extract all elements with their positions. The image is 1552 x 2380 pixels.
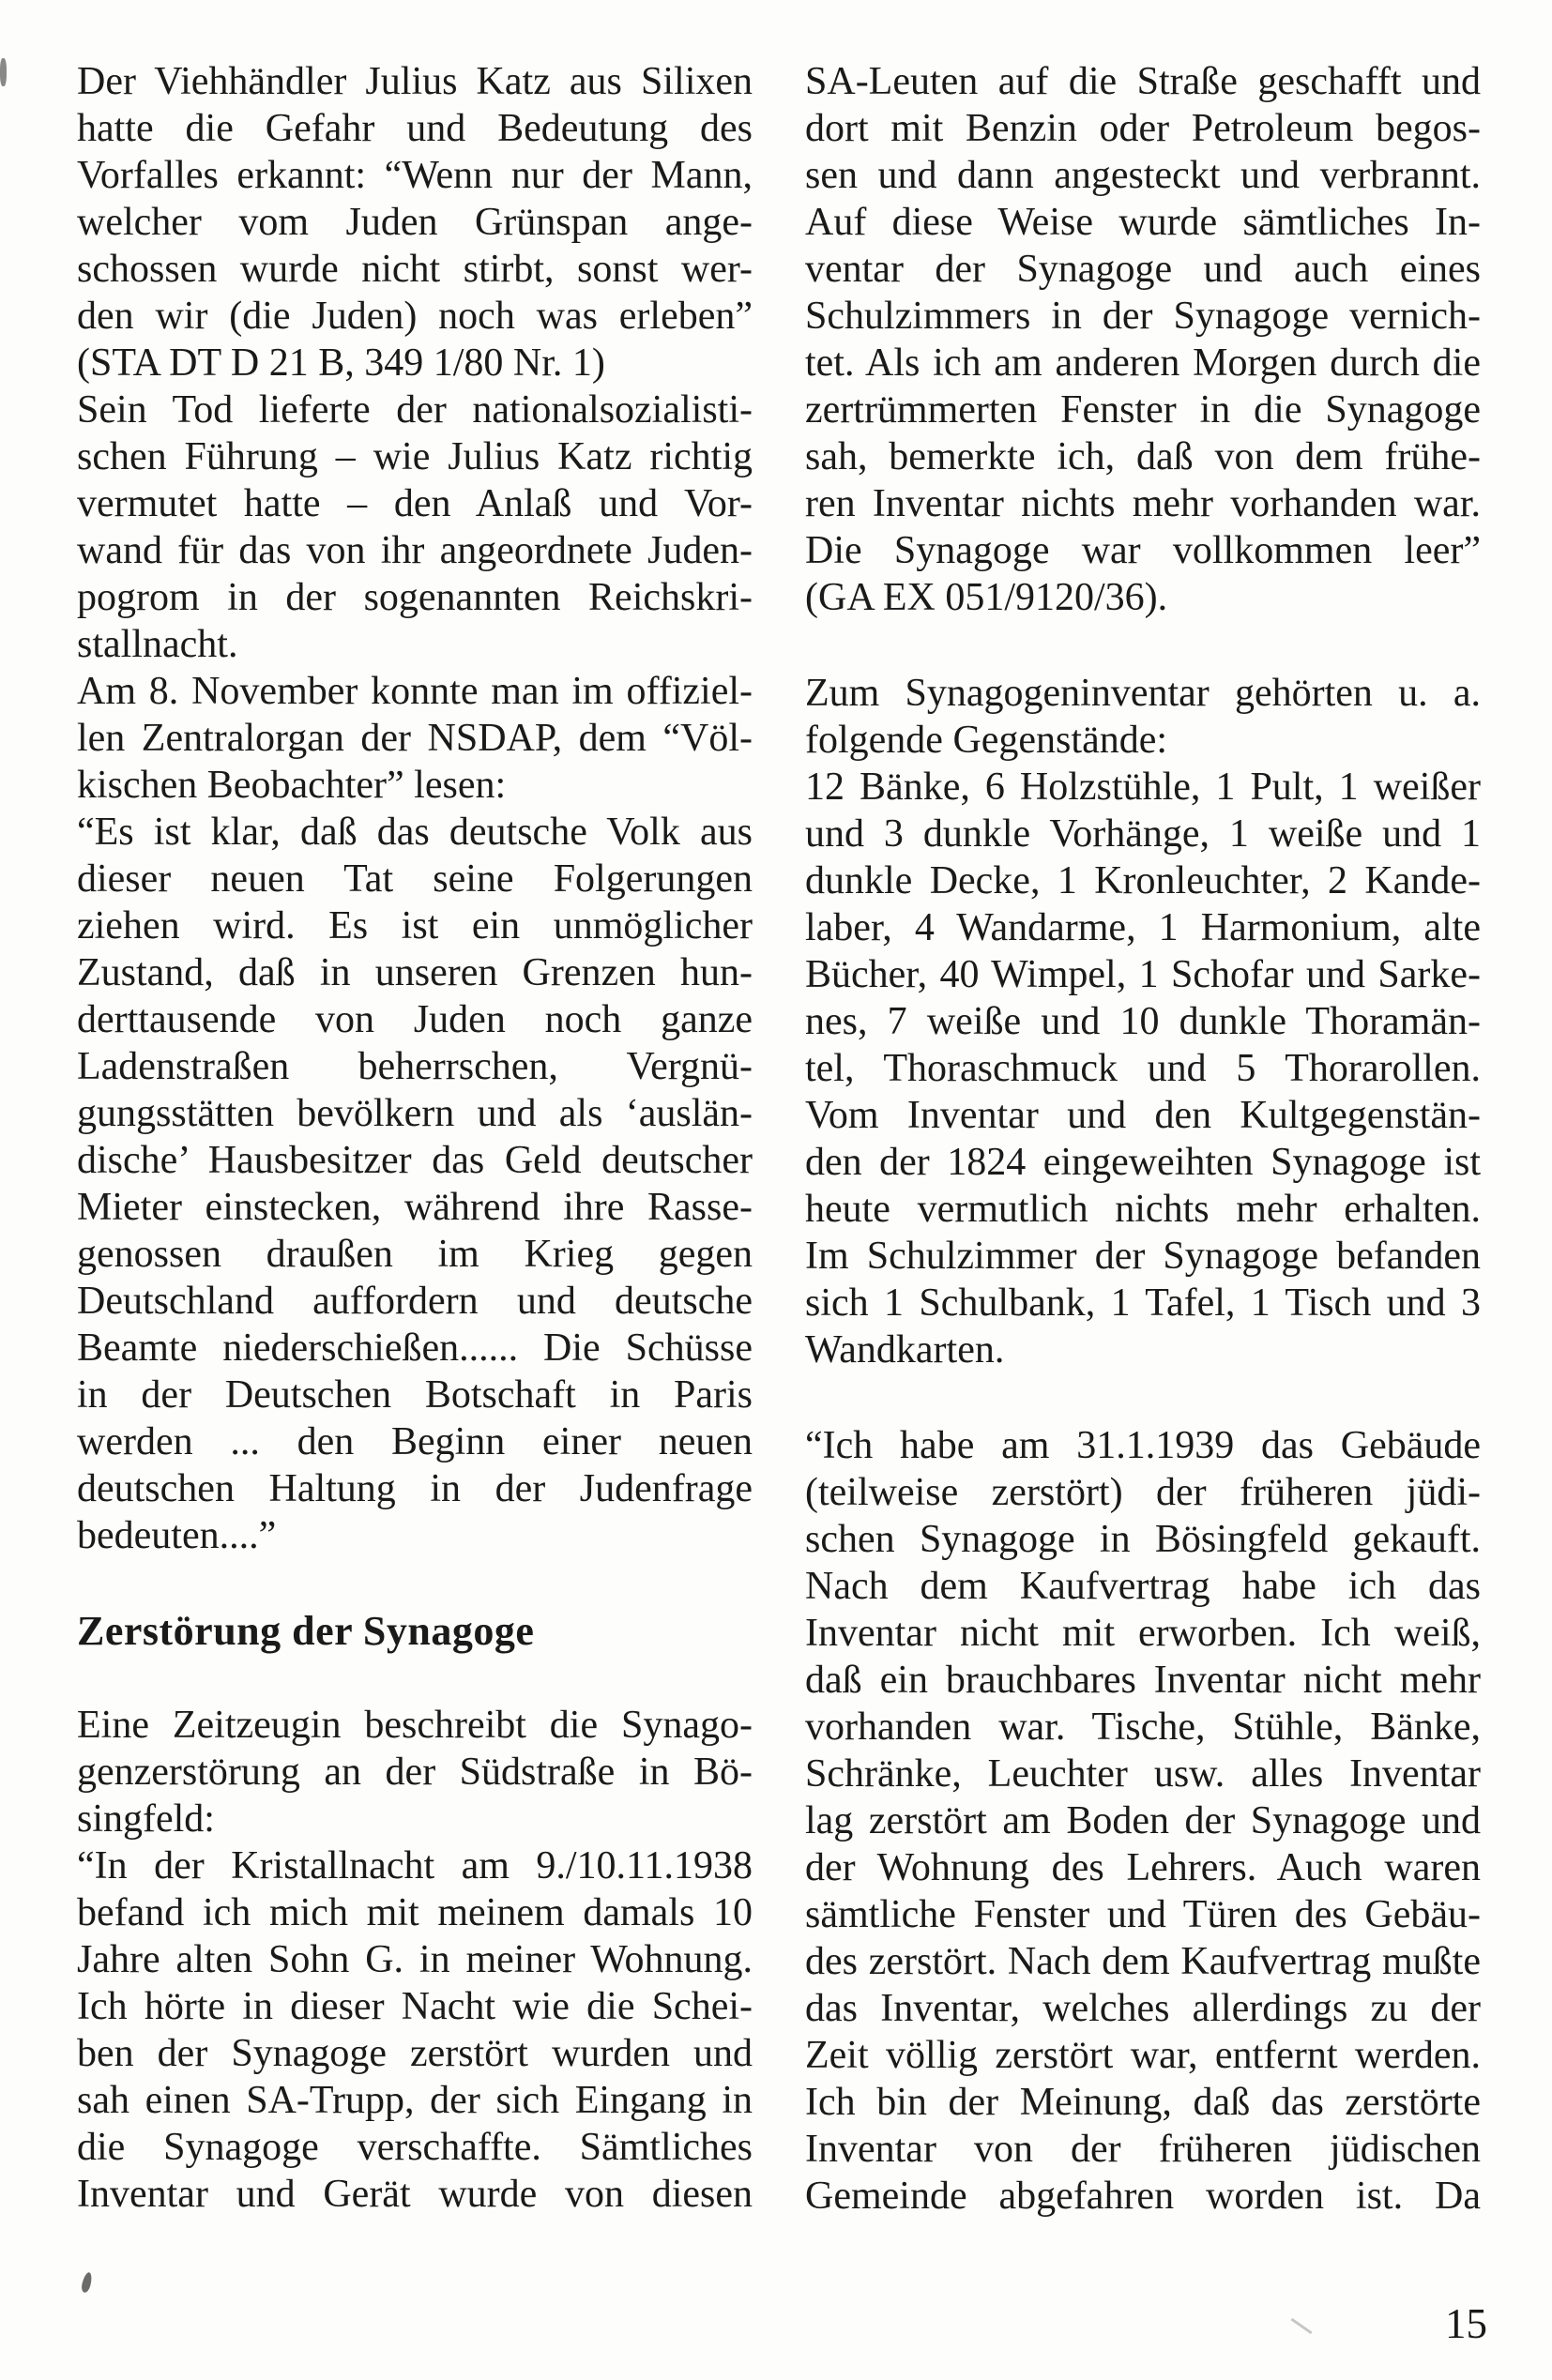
scan-speck bbox=[0, 58, 7, 86]
text-line: vermutet hatte – den Anlaß und Vor- bbox=[77, 482, 753, 525]
text-line: der Wohnung des Lehrers. Auch waren bbox=[805, 1846, 1481, 1889]
paragraph bbox=[805, 1092, 1481, 1373]
page-number: 15 bbox=[1445, 2300, 1487, 2347]
text-line: Zustand, daß in unseren Grenzen hun- bbox=[77, 951, 753, 994]
right-column bbox=[805, 58, 1481, 2220]
text-line: stallnacht. bbox=[77, 623, 238, 666]
text-line: zertrümmerten Fenster in die Synagoge bbox=[805, 388, 1481, 432]
text-line: Vom Inventar und den Kultgegenstän- bbox=[805, 1094, 1481, 1137]
text-line: den wir (die Juden) noch was erleben” bbox=[77, 295, 753, 338]
text-line: dunkle Decke, 1 Kronleuchter, 2 Kande- bbox=[805, 859, 1481, 902]
text-line: ben der Synagoge zerstört wurden und bbox=[77, 2032, 753, 2075]
text-line: genossen draußen im Krieg gegen bbox=[77, 1233, 753, 1276]
text-line: ziehen wird. Es ist ein unmöglicher bbox=[77, 904, 753, 947]
text-line: “Ich habe am 31.1.1939 das Gebäude bbox=[805, 1424, 1481, 1467]
text-line: Die Synagoge war vollkommen leer” bbox=[805, 529, 1481, 572]
paragraph bbox=[805, 58, 1481, 621]
text-line: Vorfalles erkannt: “Wenn nur der Mann, bbox=[77, 154, 753, 197]
text-line: pogrom in der sogenannten Reichskri- bbox=[77, 576, 753, 619]
paragraph bbox=[77, 809, 753, 1559]
text-line: derttausende von Juden noch ganze bbox=[77, 998, 753, 1041]
text-line: singfeld: bbox=[77, 1797, 215, 1841]
paragraph bbox=[77, 1842, 753, 2218]
text-line: Auf diese Weise wurde sämtliches In- bbox=[805, 201, 1481, 244]
text-line: Deutschland auffordern und deutsche bbox=[77, 1280, 753, 1323]
text-line: in der Deutschen Botschaft in Paris bbox=[77, 1373, 753, 1417]
text-line: Schränke, Leuchter usw. alles Inventar bbox=[805, 1752, 1481, 1796]
text-line: das Inventar, welches allerdings zu der bbox=[805, 1987, 1481, 2030]
text-line: Der Viehhändler Julius Katz aus Silixen bbox=[77, 60, 753, 103]
text-line: Bücher, 40 Wimpel, 1 Schofar und Sarke- bbox=[805, 953, 1481, 996]
text-line: schen Synagoge in Bösingfeld gekauft. bbox=[805, 1518, 1481, 1561]
text-line: ventar der Synagoge und auch eines bbox=[805, 248, 1481, 291]
text-line: lag zerstört am Boden der Synagoge und bbox=[805, 1799, 1481, 1842]
text-line: hatte die Gefahr und Bedeutung des bbox=[77, 107, 753, 150]
text-line: Ich hörte in dieser Nacht wie die Schei- bbox=[77, 1985, 753, 2028]
text-line: Ladenstraßen beherrschen, Vergnü- bbox=[77, 1045, 753, 1088]
scan-speck bbox=[1290, 2318, 1312, 2334]
text-line: Sein Tod lieferte der nationalsozialisti- bbox=[77, 388, 753, 432]
left-column bbox=[77, 58, 753, 2220]
text-line: dort mit Benzin oder Petroleum begos- bbox=[805, 107, 1481, 150]
text-line: gungsstätten bevölkern und als ‘auslän- bbox=[77, 1092, 753, 1135]
text-line: Mieter einstecken, während ihre Rasse- bbox=[77, 1186, 753, 1229]
text-line: sah, bemerkte ich, daß von dem frühe- bbox=[805, 435, 1481, 478]
text-line: “Es ist klar, daß das deutsche Volk aus bbox=[77, 811, 753, 854]
paragraph bbox=[805, 764, 1481, 1092]
text-line: deutschen Haltung in der Judenfrage bbox=[77, 1467, 753, 1510]
text-line: befand ich mich mit meinem damals 10 bbox=[77, 1891, 753, 1934]
paragraph bbox=[77, 668, 753, 809]
paragraph bbox=[77, 58, 753, 387]
paragraph bbox=[805, 670, 1481, 764]
text-line: tel, Thoraschmuck und 5 Thorarollen. bbox=[805, 1047, 1481, 1090]
text-line: len Zentralorgan der NSDAP, dem “Völ- bbox=[77, 717, 753, 760]
text-line: (teilweise zerstört) der früheren jüdi- bbox=[805, 1471, 1481, 1514]
text-line: dische’ Hausbesitzer das Geld deutscher bbox=[77, 1139, 753, 1182]
text-line: kischen Beobachter” lesen: bbox=[77, 764, 507, 807]
text-line: daß ein brauchbares Inventar nicht mehr bbox=[805, 1659, 1481, 1702]
paragraph bbox=[77, 1702, 753, 1842]
text-line: Zum Synagogeninventar gehörten u. a. bbox=[805, 672, 1481, 715]
text-line: Wandkarten. bbox=[805, 1328, 1005, 1372]
text-line: Nach dem Kaufvertrag habe ich das bbox=[805, 1565, 1481, 1608]
text-line: laber, 4 Wandarme, 1 Harmonium, alte bbox=[805, 906, 1481, 949]
text-line: Inventar von der früheren jüdischen bbox=[805, 2128, 1481, 2171]
text-line: des zerstört. Nach dem Kaufvertrag mußte bbox=[805, 1940, 1481, 1983]
text-line: Inventar nicht mit erworben. Ich weiß, bbox=[805, 1612, 1481, 1655]
text-line: (GA EX 051/9120/36). bbox=[805, 576, 1168, 619]
text-line: “In der Kristallnacht am 9./10.11.1938 bbox=[77, 1844, 753, 1887]
text-line: bedeuten....” bbox=[77, 1514, 277, 1557]
text-line: und 3 dunkle Vorhänge, 1 weiße und 1 bbox=[805, 812, 1481, 856]
scan-speck bbox=[80, 2271, 93, 2294]
paragraph bbox=[805, 1422, 1481, 2220]
text-line: Ich bin der Meinung, daß das zerstörte bbox=[805, 2081, 1481, 2124]
text-line: Am 8. November konnte man im offiziel- bbox=[77, 670, 753, 713]
text-line: werden ... den Beginn einer neuen bbox=[77, 1420, 753, 1463]
text-line: schen Führung – wie Julius Katz richtig bbox=[77, 435, 753, 478]
text-line: folgende Gegenstände: bbox=[805, 719, 1168, 762]
text-line: den der 1824 eingeweihten Synagoge ist bbox=[805, 1141, 1481, 1184]
text-line: wand für das von ihr angeordnete Juden- bbox=[77, 529, 753, 572]
text-line: sich 1 Schulbank, 1 Tafel, 1 Tisch und 3 bbox=[805, 1281, 1481, 1325]
text-line: dieser neuen Tat seine Folgerungen bbox=[77, 857, 753, 901]
text-line: sen und dann angesteckt und verbrannt. bbox=[805, 154, 1481, 197]
text-line: sämtliche Fenster und Türen des Gebäu- bbox=[805, 1893, 1481, 1936]
text-line: die Synagoge verschaffte. Sämtliches bbox=[77, 2126, 753, 2169]
text-line: nes, 7 weiße und 10 dunkle Thoramän- bbox=[805, 1000, 1481, 1043]
text-line: Beamte niederschießen...... Die Schüsse bbox=[77, 1326, 753, 1370]
text-line: Zeit völlig zerstört war, entfernt werden. bbox=[805, 2034, 1481, 2077]
text-line: genzerstörung an der Südstraße in Bö- bbox=[77, 1751, 753, 1794]
text-line: tet. Als ich am anderen Morgen durch die bbox=[805, 341, 1481, 385]
text-line: welcher vom Juden Grünspan ange- bbox=[77, 201, 753, 244]
text-line: Gemeinde abgefahren worden ist. Da bbox=[805, 2175, 1481, 2218]
paragraph bbox=[77, 387, 753, 668]
text-line: schossen wurde nicht stirbt, sonst wer- bbox=[77, 248, 753, 291]
text-line: ren Inventar nichts mehr vorhanden war. bbox=[805, 482, 1481, 525]
text-line: SA-Leuten auf die Straße geschafft und bbox=[805, 60, 1481, 103]
text-line: heute vermutlich nichts mehr erhalten. bbox=[805, 1188, 1481, 1231]
text-line: vorhanden war. Tische, Stühle, Bänke, bbox=[805, 1705, 1481, 1749]
text-line: sah einen SA-Trupp, der sich Eingang in bbox=[77, 2079, 753, 2122]
text-line: (STA DT D 21 B, 349 1/80 Nr. 1) bbox=[77, 341, 605, 385]
text-line: Im Schulzimmer der Synagoge befanden bbox=[805, 1235, 1481, 1278]
text-line: 12 Bänke, 6 Holzstühle, 1 Pult, 1 weißer bbox=[805, 766, 1481, 809]
section-heading: Zerstörung der Synagoge bbox=[77, 1608, 535, 1654]
text-columns bbox=[77, 58, 1481, 2220]
text-line: Jahre alten Sohn G. in meiner Wohnung. bbox=[77, 1938, 753, 1981]
text-line: Eine Zeitzeugin beschreibt die Synago- bbox=[77, 1704, 753, 1747]
text-line: Inventar und Gerät wurde von diesen bbox=[77, 2173, 753, 2216]
text-line: Schulzimmers in der Synagoge vernich- bbox=[805, 295, 1481, 338]
